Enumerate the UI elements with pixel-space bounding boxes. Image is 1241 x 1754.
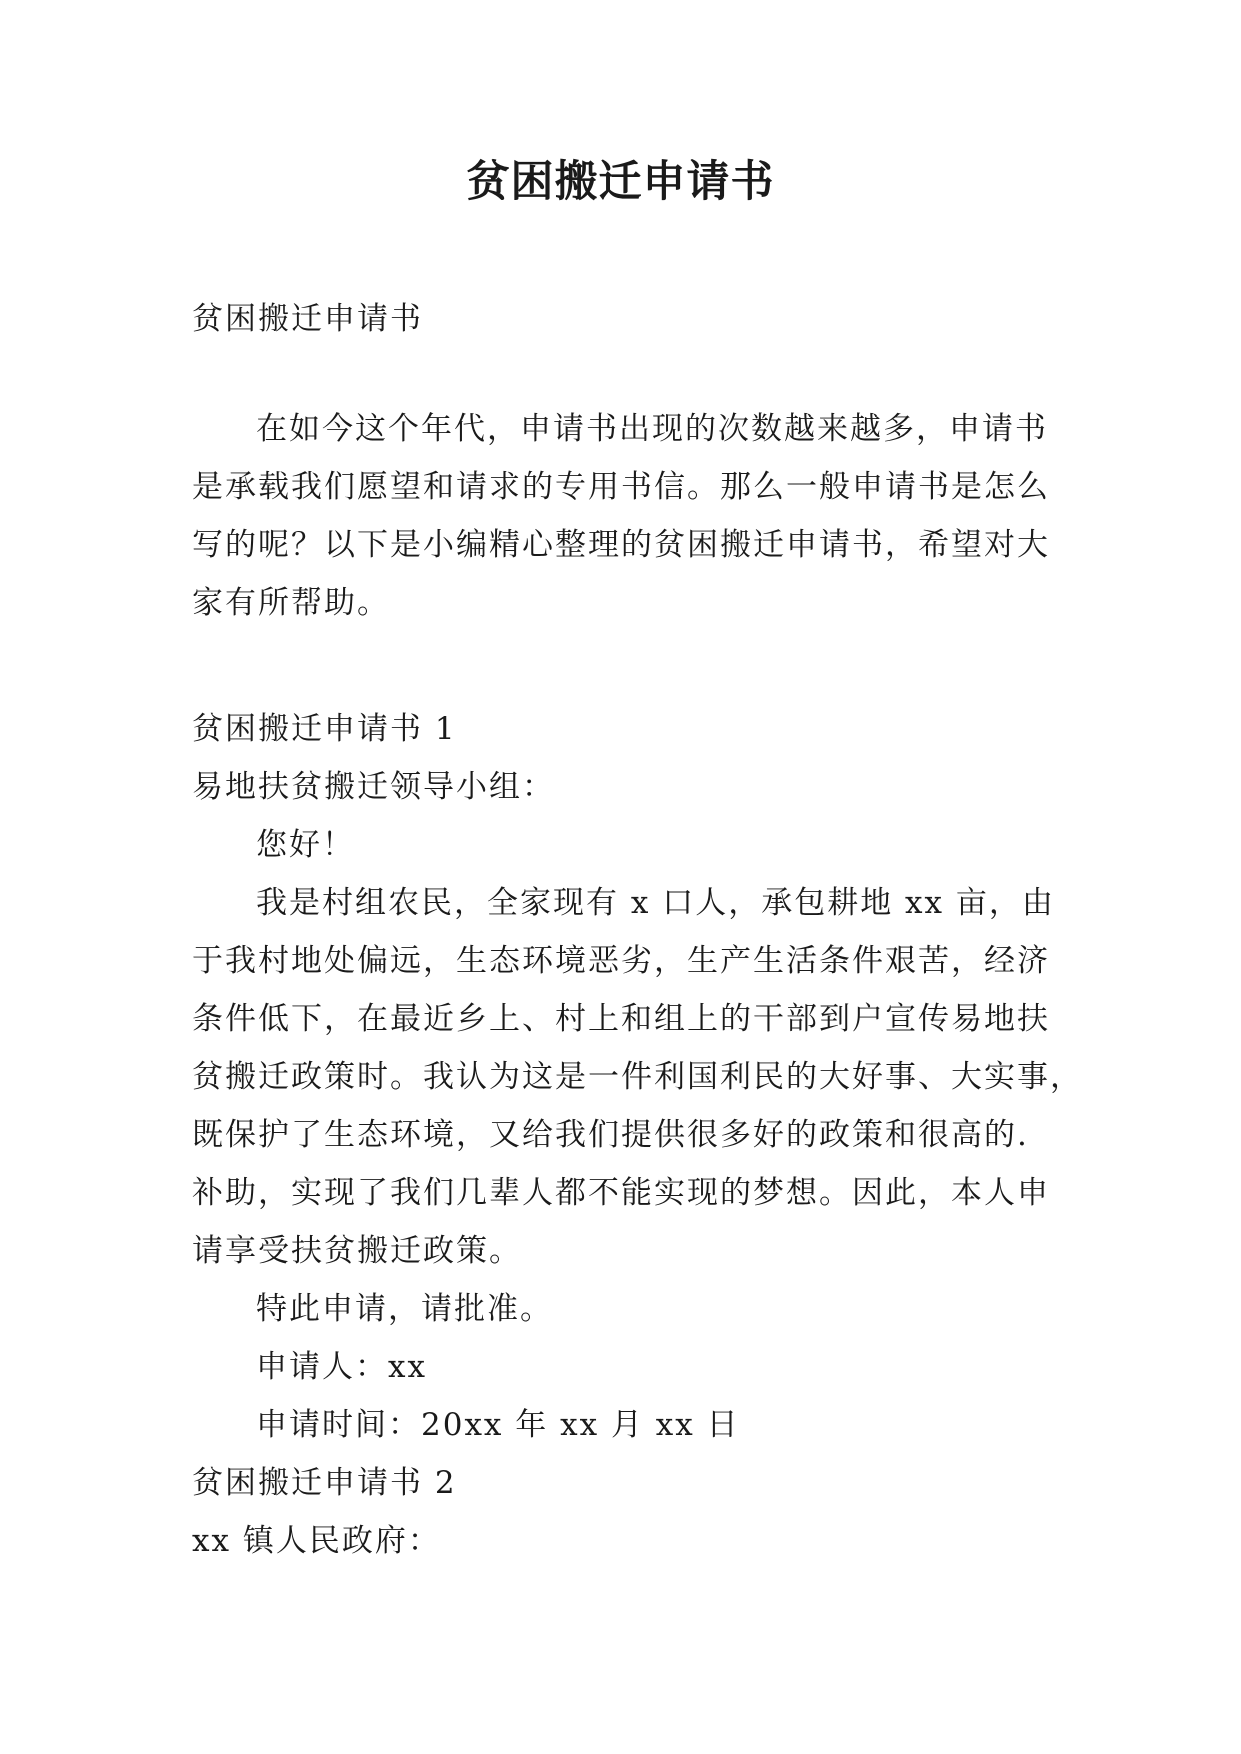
letter-body-line: 既保护了生态环境，又给我们提供很多好的政策和很高的.: [192, 1117, 1029, 1153]
letter-heading: 贫困搬迁申请书 1: [192, 711, 457, 747]
intro-line: 写的呢？以下是小编精心整理的贫困搬迁申请书，希望对大: [192, 527, 1050, 563]
letter-body-line: 贫搬迁政策时。我认为这是一件利国利民的大好事、大实事，: [192, 1059, 1083, 1095]
letter-body-line: 条件低下，在最近乡上、村上和组上的干部到户宣传易地扶: [192, 1001, 1050, 1037]
intro-paragraph: [192, 400, 1054, 632]
letter-body-line: 于我村地处偏远，生态环境恶劣，生产生活条件艰苦，经济: [192, 943, 1050, 979]
letter-body-line: 我是村组农民，全家现有 x 口人，承包耕地 xx 亩，由: [256, 885, 1055, 921]
letter-body-line: 补助，实现了我们几辈人都不能实现的梦想。因此，本人申: [192, 1175, 1050, 1211]
letter-closing: 特此申请，请批准。: [256, 1291, 553, 1327]
subtitle: 贫困搬迁申请书: [192, 301, 423, 337]
intro-line: 家有所帮助。: [192, 585, 390, 621]
letter-greeting: 您好！: [256, 827, 355, 863]
document-body: [192, 290, 1054, 348]
letter-1: [192, 700, 1083, 1570]
letter-salutation: 易地扶贫搬迁领导小组：: [192, 769, 555, 805]
letter-salutation: xx 镇人民政府：: [192, 1523, 441, 1559]
letter-date: 申请时间：20xx 年 xx 月 xx 日: [256, 1407, 740, 1443]
intro-line: 是承载我们愿望和请求的专用书信。那么一般申请书是怎么: [192, 469, 1050, 505]
letter-heading: 贫困搬迁申请书 2: [192, 1465, 457, 1501]
letter-applicant: 申请人：xx: [256, 1349, 427, 1385]
intro-line: 在如今这个年代，申请书出现的次数越来越多，申请书: [256, 411, 1048, 447]
letter-body-line: 请享受扶贫搬迁政策。: [192, 1233, 522, 1269]
document-title: 贫困搬迁申请书: [466, 157, 775, 207]
